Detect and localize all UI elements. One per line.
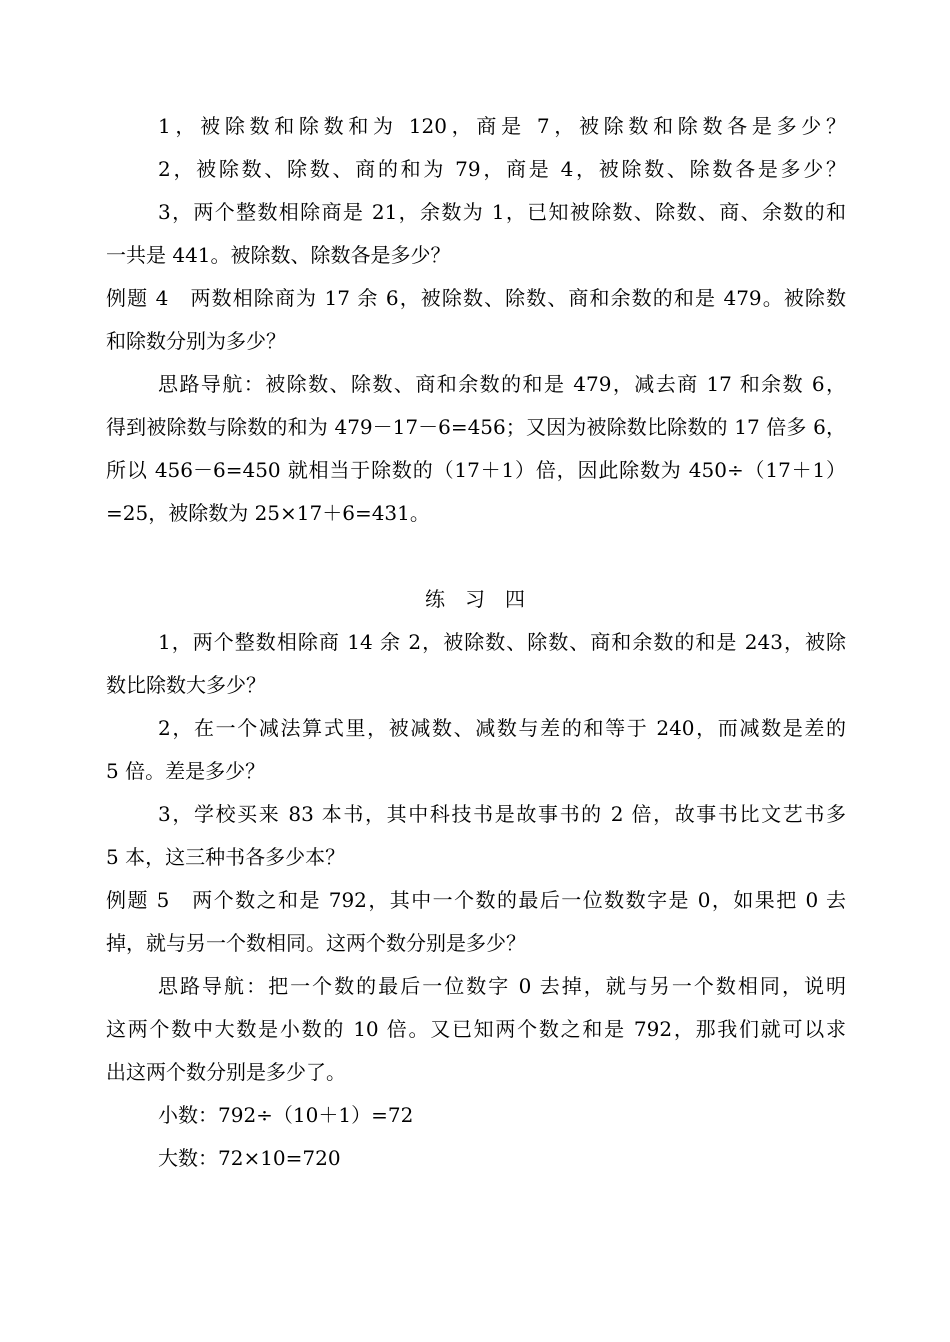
example-4-hint-line-3: 所以 456－6=450 就相当于除数的（17＋1）倍，因此除数为 450÷（17＋1）	[106, 458, 846, 482]
problem-1: 1，被除数和除数和为 120，商是 7，被除数和除数各是多少？	[158, 114, 846, 138]
example-4-line-2: 和除数分别为多少？	[106, 329, 286, 353]
exercise-4-problem-2-line-2: 5 倍。差是多少？	[106, 759, 266, 783]
exercise-4-title: 练习四	[425, 587, 545, 611]
example-4-line-1: 例题 4 两数相除商为 17 余 6，被除数、除数、商和余数的和是 479。被除数	[106, 286, 846, 310]
example-5-small-number: 小数：792÷（10＋1）=72	[158, 1103, 414, 1127]
example-5-hint-line-1: 思路导航：把一个数的最后一位数字 0 去掉，就与另一个数相同，说明	[158, 974, 846, 998]
example-5-line-2: 掉，就与另一个数相同。这两个数分别是多少？	[106, 931, 526, 955]
example-5-hint-line-2: 这两个数中大数是小数的 10 倍。又已知两个数之和是 792，那我们就可以求	[106, 1017, 846, 1041]
exercise-4-problem-3-line-2: 5 本，这三种书各多少本？	[106, 845, 346, 869]
problem-3-line-1: 3，两个整数相除商是 21，余数为 1，已知被除数、除数、商、余数的和	[158, 200, 846, 224]
example-4-hint-line-2: 得到被除数与除数的和为 479－17－6=456；又因为被除数比除数的 17 倍多 6，	[106, 415, 846, 439]
example-4-hint-line-1: 思路导航：被除数、除数、商和余数的和是 479，减去商 17 和余数 6，	[158, 372, 846, 396]
example-5-line-1: 例题 5 两个数之和是 792，其中一个数的最后一位数数字是 0，如果把 0 去	[106, 888, 846, 912]
example-4-hint-line-4: =25，被除数为 25×17＋6=431。	[106, 501, 430, 525]
example-5-hint-line-3: 出这两个数分别是多少了。	[106, 1060, 346, 1084]
problem-3-line-2: 一共是 441。被除数、除数各是多少？	[106, 243, 451, 267]
exercise-4-problem-2-line-1: 2，在一个减法算式里，被减数、减数与差的和等于 240，而减数是差的	[158, 716, 846, 740]
example-5-large-number: 大数：72×10=720	[158, 1146, 341, 1170]
exercise-4-problem-1-line-1: 1，两个整数相除商 14 余 2，被除数、除数、商和余数的和是 243，被除	[158, 630, 846, 654]
exercise-4-problem-1-line-2: 数比除数大多少？	[106, 673, 266, 697]
exercise-4-problem-3-line-1: 3，学校买来 83 本书，其中科技书是故事书的 2 倍，故事书比文艺书多	[158, 802, 846, 826]
problem-2: 2，被除数、除数、商的和为 79，商是 4，被除数、除数各是多少？	[158, 157, 846, 181]
